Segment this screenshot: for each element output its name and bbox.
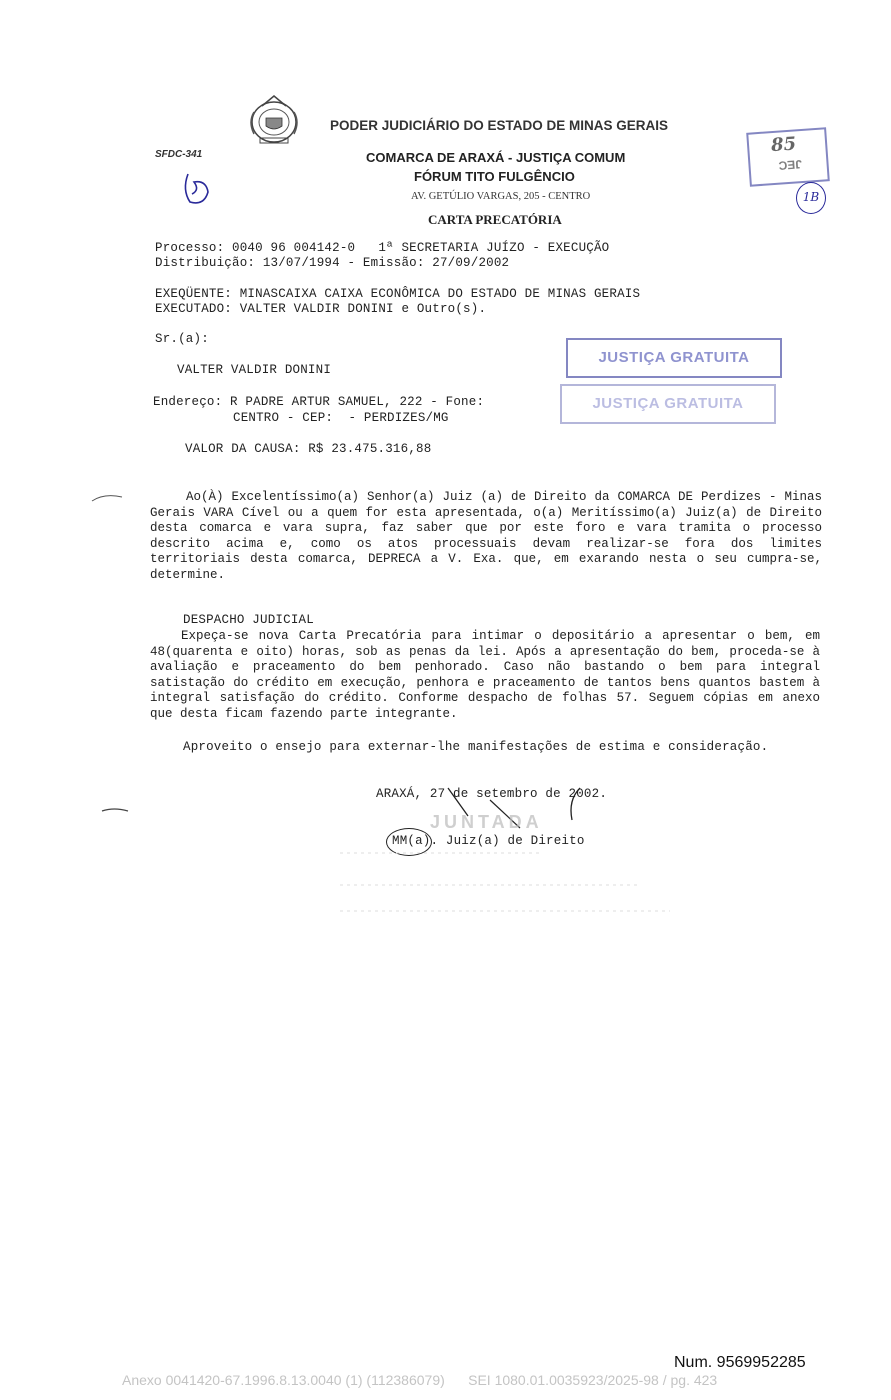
recipient-address-1: Endereço: R PADRE ARTUR SAMUEL, 222 - Fone: bbox=[153, 395, 485, 409]
form-code: SFDC-341 bbox=[155, 149, 203, 160]
folio-number: 85 bbox=[770, 133, 797, 157]
page-mark: 1B bbox=[802, 190, 820, 204]
address-heading: AV. GETÚLIO VARGAS, 205 - CENTRO bbox=[411, 191, 591, 202]
process-line: Processo: 0040 96 004142-0 1ª SECRETARIA JUÍZO - EXECUÇÃO bbox=[155, 241, 610, 255]
recipient-address-2: CENTRO - CEP: - PERDIZES/MG bbox=[233, 411, 449, 425]
footer-reference: Anexo 0041420-67.1996.8.13.0040 (1) (112386079) SEI 1080.01.0035923/2025-98 / pg. 423 bbox=[122, 1372, 718, 1388]
document-number: Num. 9569952285 bbox=[674, 1354, 806, 1371]
date-line: ARAXÁ, 27 de setembro de 2002. bbox=[376, 787, 608, 801]
recipient-name: VALTER VALDIR DONINI bbox=[177, 363, 332, 377]
juntada-stamp: JUNTADA bbox=[430, 812, 543, 832]
faint-stamp-lines bbox=[340, 845, 680, 915]
handwritten-initials-icon bbox=[180, 170, 212, 208]
closing-line: Aproveito o ensejo para externar-lhe manifestações de estima e consideração. bbox=[183, 740, 769, 754]
court-heading: PODER JUDICIÁRIO DO ESTADO DE MINAS GERAIS bbox=[330, 118, 669, 133]
request-paragraph: Ao(À) Excelentíssimo(a) Senhor(a) Juiz (a) de Direito da COMARCA DE Perdizes - Minas Gerais VARA Cível ou a quem for esta apresentada, o(a) Meritíssimo(a) Juiz(a) de Direito desta comarca e vara supra, faz saber que por este foro e vara tramita o processo descrito acima e, como os atos processuais devam realizar-se fora dos limites territoriais desta comarca, DEPRECA a V. Exa. que, em exarando nesta o seu cumpra-se, determine. bbox=[150, 490, 822, 582]
signer-line: MM(a). Juiz(a) de Direito bbox=[392, 834, 585, 848]
salutation: Sr.(a): bbox=[155, 332, 209, 346]
margin-mark-icon bbox=[90, 490, 124, 504]
valor-causa: VALOR DA CAUSA: R$ 23.475.316,88 bbox=[185, 442, 432, 456]
justica-gratuita-text-faded: JUSTIÇA GRATUITA bbox=[592, 395, 744, 412]
exequente-line: EXEQÜENTE: MINASCAIXA CAIXA ECONÔMICA DO ESTADO DE MINAS GERAIS bbox=[155, 287, 641, 301]
comarca-heading: COMARCA DE ARAXÁ - JUSTIÇA COMUM bbox=[366, 150, 626, 165]
justica-gratuita-stamp bbox=[566, 338, 782, 378]
justica-gratuita-stamp-faded bbox=[560, 384, 776, 424]
margin-mark-icon bbox=[100, 800, 130, 810]
document-title: CARTA PRECATÓRIA bbox=[428, 212, 562, 227]
justica-gratuita-text: JUSTIÇA GRATUITA bbox=[598, 349, 750, 366]
page-mark-circle bbox=[796, 182, 826, 214]
folio-stamp bbox=[746, 127, 830, 186]
forum-heading: FÓRUM TITO FULGÊNCIO bbox=[414, 169, 575, 184]
despacho-title: DESPACHO JUDICIAL bbox=[183, 613, 314, 627]
executado-line: EXECUTADO: VALTER VALDIR DONINI e Outro(s). bbox=[155, 302, 487, 316]
coat-of-arms-icon bbox=[244, 92, 304, 148]
despacho-text: Expeça-se nova Carta Precatória para intimar o depositário a apresentar o bem, em 48(quarenta e oito) horas, sob as penas da lei. Após a apresentação do bem, proceda-se à avaliação e praceamento do bem penhorado. Caso não bastando o bem para integral satistação do crédito em execução, penhora e praceamento de tantos bens quantos bastem à integral satisfação do crédito. Conforme despacho de folhas 57. Seguem cópias em anexo que desta ficam fazendo parte integrante. bbox=[150, 629, 820, 721]
distribution-line: Distribuição: 13/07/1994 - Emissão: 27/09/2002 bbox=[155, 256, 510, 270]
folio-label: JEC bbox=[778, 157, 803, 173]
